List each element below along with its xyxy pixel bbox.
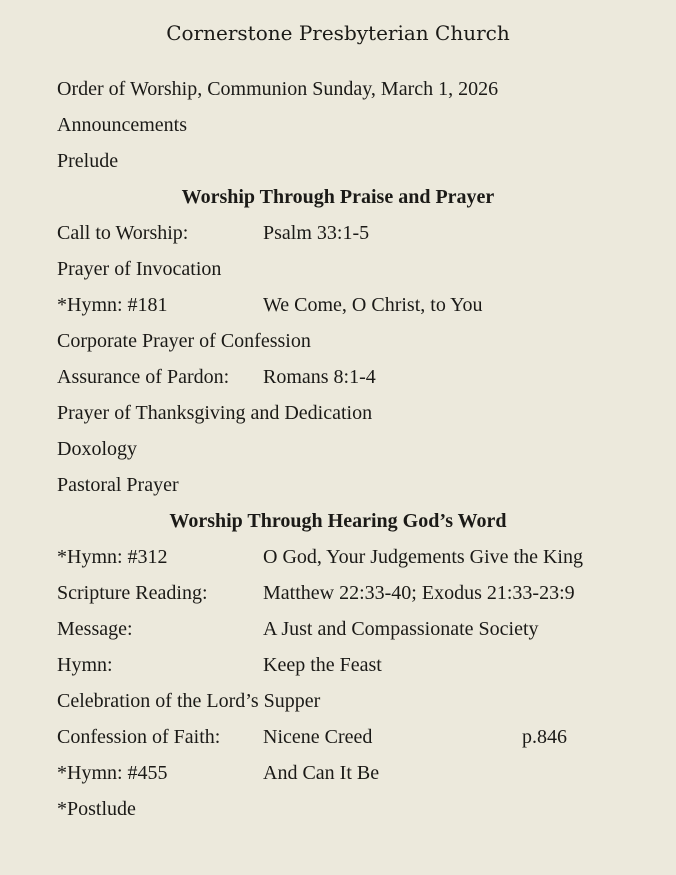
service-line-row: [57, 611, 619, 647]
service-line-row: [57, 287, 619, 323]
service-line-label: *Hymn: #181: [57, 294, 168, 316]
section-heading: Worship Through Hearing God’s Word: [169, 510, 507, 532]
service-line-label: Prelude: [57, 150, 119, 172]
service-line-row: [57, 251, 619, 287]
service-line-row: [57, 431, 619, 467]
service-line-label: Scripture Reading:: [57, 582, 208, 604]
service-line-label: *Hymn: #455: [57, 762, 168, 784]
service-line-row: [57, 755, 619, 791]
service-line-value: A Just and Compassionate Society: [263, 618, 539, 640]
service-line-value: Keep the Feast: [263, 654, 382, 676]
service-line-row: [57, 683, 619, 719]
service-line-value: Matthew 22:33-40; Exodus 21:33-23:9: [263, 582, 575, 604]
service-line-label: Confession of Faith:: [57, 726, 221, 748]
service-line-label: Prayer of Invocation: [57, 258, 222, 280]
service-line-value: Nicene Creed: [263, 726, 373, 748]
service-line-label: Prayer of Thanksgiving and Dedication: [57, 402, 373, 424]
service-line-row: [57, 71, 619, 107]
section-heading-row: [57, 503, 619, 539]
service-line-label: Celebration of the Lord’s Supper: [57, 690, 321, 712]
service-line-label: *Hymn: #312: [57, 546, 168, 568]
service-line-label: Order of Worship, Communion Sunday, March 1, 2026: [57, 78, 499, 100]
service-line-label: Doxology: [57, 438, 137, 460]
order-of-worship-list: [57, 71, 619, 827]
service-line-row: [57, 107, 619, 143]
service-line-label: Call to Worship:: [57, 222, 189, 244]
service-line-row: [57, 143, 619, 179]
church-name-title: Cornerstone Presbyterian Church: [166, 21, 510, 45]
service-line-label: Corporate Prayer of Confession: [57, 330, 311, 352]
service-line-row: [57, 395, 619, 431]
service-line-row: [57, 791, 619, 827]
hymnal-page-number: p.846: [522, 726, 567, 748]
service-line-row: [57, 719, 619, 755]
service-line-row: [57, 539, 619, 575]
service-line-label: Announcements: [57, 114, 187, 136]
service-line-label: Message:: [57, 618, 133, 640]
service-line-row: [57, 467, 619, 503]
service-line-label: *Postlude: [57, 798, 136, 820]
service-line-value: O God, Your Judgements Give the King: [263, 546, 583, 568]
service-line-row: [57, 323, 619, 359]
service-line-value: Psalm 33:1-5: [263, 222, 370, 244]
service-line-value: Romans 8:1-4: [263, 366, 376, 388]
service-line-value: We Come, O Christ, to You: [263, 294, 483, 316]
service-line-row: [57, 359, 619, 395]
service-line-row: [57, 647, 619, 683]
service-line-row: [57, 215, 619, 251]
section-heading: Worship Through Praise and Prayer: [181, 186, 495, 208]
service-line-value: And Can It Be: [263, 762, 380, 784]
service-line-label: Pastoral Prayer: [57, 474, 179, 496]
service-line-row: [57, 575, 619, 611]
service-line-label: Hymn:: [57, 654, 113, 676]
section-heading-row: [57, 179, 619, 215]
service-line-label: Assurance of Pardon:: [57, 366, 230, 388]
